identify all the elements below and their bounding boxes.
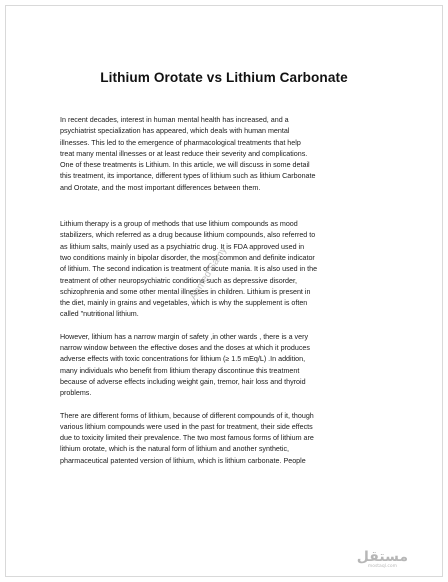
text-line: One of these treatments is Lithium. In this article, we will discuss in some detail bbox=[60, 161, 310, 170]
text-line: Lithium therapy is a group of methods that use lithium compounds as mood bbox=[60, 220, 298, 229]
text-line: due to toxicity limited their prevalence. The two most famous forms of lithium are bbox=[60, 434, 314, 443]
logo-mark: مستقل bbox=[356, 549, 408, 565]
paragraph-4 bbox=[60, 411, 398, 467]
text-line: two conditions mainly in bipolar disorder, the most common and definite indicator bbox=[60, 253, 315, 262]
text-line: However, lithium has a narrow margin of safety ,in other wards , there is a very bbox=[60, 332, 309, 341]
document-title: Lithium Orotate vs Lithium Carbonate bbox=[100, 70, 348, 85]
paragraph-3 bbox=[60, 332, 398, 400]
text-line: stabilizers, which referred as a drug because lithium compounds, also referred to bbox=[60, 231, 316, 240]
text-line: illnesses. This led to the emergence of pharmacological treatments that help bbox=[60, 138, 301, 147]
text-line: because of adverse effects including weight gain, tremor, hair loss and thyroid bbox=[60, 377, 306, 386]
text-line: In recent decades, interest in human mental health has increased, and a bbox=[60, 116, 289, 124]
text-line: and Orotate, and the most important differences between them. bbox=[60, 183, 261, 192]
text-line: called "nutritional lithium. bbox=[60, 310, 139, 319]
text-line: the diet, mainly in grains and vegetables, which is why the supplement is often bbox=[60, 299, 308, 308]
text-line: lithium orotate, which is the natural form of lithium and another synthetic, bbox=[60, 445, 290, 454]
text-line: of lithium. The second indication is treatment of acute mania. It is also used in the bbox=[60, 265, 318, 274]
text-line: schizophrenia and some other mental illnesses in children. Lithium is present in bbox=[60, 287, 311, 296]
text-line: treatment of other neuropsychiatric conditions such as depressive disorder, bbox=[60, 276, 297, 285]
text-line: treat many mental illnesses or at least reduce their severity and complications. bbox=[60, 149, 308, 158]
text-line: as lithium salts, mainly used as a psychiatric drug. It is FDA approved used in bbox=[60, 242, 305, 251]
text-line: adverse effects with toxic concentrations for lithium (≥ 1.5 mEq/L) .In addition, bbox=[60, 355, 306, 364]
text-line: problems. bbox=[60, 389, 92, 398]
paragraph-2 bbox=[60, 219, 398, 321]
text-line: pharmaceutical patented version of lithium, which is lithium carbonate. People bbox=[60, 456, 306, 465]
paragraph-gap bbox=[60, 194, 398, 219]
document-page bbox=[5, 5, 443, 577]
logo-url: mostaql.com bbox=[367, 564, 397, 569]
paragraph-gap bbox=[60, 400, 398, 411]
paragraph-1 bbox=[60, 115, 398, 194]
paragraph-gap bbox=[60, 321, 398, 332]
text-line: narrow window between the effective doses and the doses at which it produces bbox=[60, 344, 310, 353]
text-line: various lithium compounds were used in the past for treatment, their side effects bbox=[60, 422, 313, 431]
text-line: this treatment, its importance, different types of lithium such as lithium Carbonate bbox=[60, 172, 316, 181]
text-line: psychiatrist specialization has appeared, which deals with human mental bbox=[60, 127, 290, 136]
text-line: many individuals who benefit from lithium therapy discontinue this treatment bbox=[60, 366, 300, 375]
watermark-text: Ahmed Samy bbox=[188, 245, 230, 302]
document-body bbox=[60, 115, 398, 467]
text-line: There are different forms of lithium, because of different compounds of it, though bbox=[60, 411, 314, 420]
mostaql-logo bbox=[357, 550, 408, 570]
